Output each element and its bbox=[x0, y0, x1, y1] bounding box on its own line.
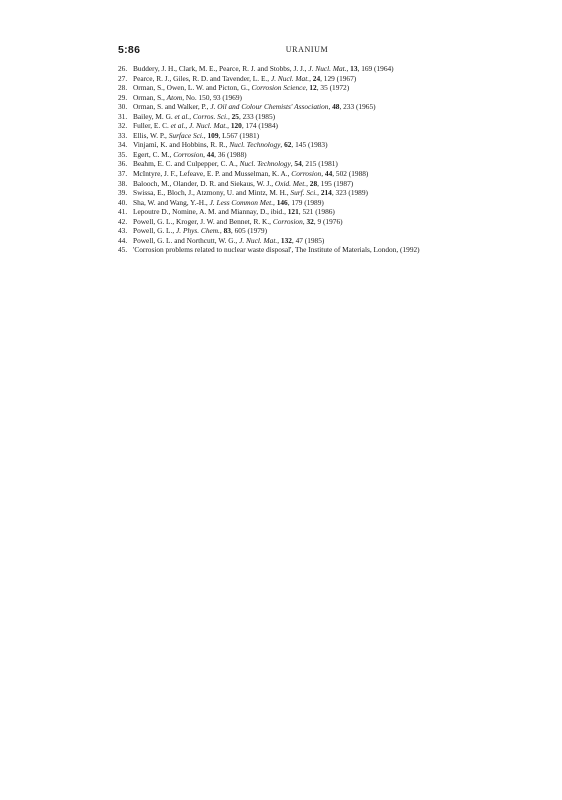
reference-segment: Beahm, E. C. and Culpepper, C. A., bbox=[133, 159, 240, 169]
reference-segment: , 129 (1967) bbox=[320, 73, 357, 83]
reference-volume: 44 bbox=[324, 169, 333, 179]
reference-number: 32. bbox=[118, 121, 128, 131]
reference-segment: , 174 (1984) bbox=[241, 121, 278, 131]
reference-segment: Orman, S. and Walker, P., bbox=[133, 102, 211, 112]
reference-number: 28. bbox=[118, 83, 128, 93]
reference-volume: 62 bbox=[284, 140, 292, 150]
reference-volume: 214 bbox=[320, 188, 332, 198]
reference-journal: Nucl. Technology bbox=[229, 140, 281, 150]
reference-text bbox=[133, 112, 275, 121]
reference-segment: , 145 (1983) bbox=[291, 140, 328, 150]
reference-segment: , 323 (1989) bbox=[331, 188, 368, 198]
reference-text bbox=[133, 93, 242, 102]
reference-journal: Atom bbox=[166, 92, 183, 102]
reference-segment: , bbox=[302, 216, 307, 226]
reference-text bbox=[133, 102, 376, 111]
reference-number: 30. bbox=[118, 102, 128, 112]
reference-item bbox=[118, 188, 498, 198]
reference-number: 27. bbox=[118, 73, 128, 83]
reference-text bbox=[133, 131, 259, 140]
reference-segment: , 36 (1988) bbox=[214, 149, 247, 159]
reference-segment: , 502 (1988) bbox=[332, 169, 369, 179]
reference-item bbox=[118, 150, 498, 160]
reference-segment: , bbox=[305, 83, 310, 93]
reference-number: 42. bbox=[118, 216, 128, 226]
reference-number: 26. bbox=[118, 64, 128, 73]
reference-volume: 121 bbox=[287, 207, 299, 217]
reference-journal: Corrosion bbox=[272, 216, 303, 226]
reference-number: 37. bbox=[118, 169, 128, 179]
reference-segment: , 233 (1965) bbox=[339, 102, 376, 112]
reference-number: 45. bbox=[118, 245, 128, 255]
reference-segment: , 9 (1976) bbox=[313, 216, 343, 226]
reference-item bbox=[118, 102, 498, 112]
reference-volume: 109 bbox=[207, 130, 219, 140]
reference-text bbox=[133, 217, 343, 226]
reference-volume: 48 bbox=[332, 102, 340, 112]
reference-segment: Swissa, E., Bloch, J., Atzmony, U. and Mintz, M. H., bbox=[133, 188, 291, 198]
reference-segment: Lepoutre D., Nomine, A. M. and Miannay, D., ibid., bbox=[133, 207, 288, 217]
reference-segment: , bbox=[277, 235, 281, 245]
reference-segment: , bbox=[203, 149, 207, 159]
reference-item bbox=[118, 93, 498, 103]
reference-journal: Corrosion Science bbox=[251, 83, 306, 93]
reference-journal: J. Phys. Chem. bbox=[176, 226, 220, 236]
reference-text bbox=[133, 198, 324, 207]
reference-number: 31. bbox=[118, 111, 128, 121]
reference-journal: J. Oil and Colour Chemists' Association bbox=[210, 102, 329, 112]
reference-journal: Corros. Sci. bbox=[192, 111, 228, 121]
reference-segment: Orman, S., Owen, L. W. and Picton, G., bbox=[133, 83, 252, 93]
reference-number: 33. bbox=[118, 130, 128, 140]
reference-volume: 83 bbox=[223, 226, 231, 236]
reference-segment: , 195 (1987) bbox=[317, 178, 354, 188]
reference-volume: 13 bbox=[350, 64, 358, 73]
reference-segment: McIntyre, J. F., Lefeave, E. P. and Musselman, K. A., bbox=[133, 169, 292, 179]
reference-segment: , bbox=[306, 178, 310, 188]
running-title: URANIUM bbox=[285, 45, 329, 54]
reference-volume: 32 bbox=[306, 216, 314, 226]
reference-segment: , 35 (1972) bbox=[316, 83, 350, 93]
reference-text bbox=[133, 121, 278, 130]
reference-number: 43. bbox=[118, 226, 128, 236]
reference-text bbox=[133, 64, 394, 73]
reference-segment: , 47 (1985) bbox=[291, 235, 325, 245]
reference-volume: 28 bbox=[309, 178, 318, 188]
reference-item bbox=[118, 131, 498, 141]
reference-segment: , 179 (1989) bbox=[287, 197, 324, 207]
reference-journal: J. Less Common Met. bbox=[209, 197, 274, 207]
reference-volume: 54 bbox=[294, 159, 302, 169]
page-number: 5:86 bbox=[118, 44, 141, 56]
reference-item bbox=[118, 245, 498, 255]
reference-item bbox=[118, 226, 498, 236]
reference-item bbox=[118, 64, 498, 74]
reference-segment: , bbox=[280, 140, 285, 150]
reference-segment: , bbox=[273, 197, 277, 207]
reference-segment: Powell, G. L., Kroger, J. W. and Bennet, R. K., bbox=[133, 216, 273, 226]
reference-text bbox=[133, 245, 420, 254]
reference-segment: , L567 (1981) bbox=[218, 130, 260, 140]
reference-journal: Corrosion bbox=[291, 169, 322, 179]
reference-journal: et al. bbox=[174, 111, 190, 121]
reference-text bbox=[133, 169, 368, 178]
reference-text bbox=[133, 159, 338, 168]
reference-segment: Balooch, M., Olander, D. R. and Siekaus, W. J., bbox=[133, 178, 275, 188]
reference-item bbox=[118, 236, 498, 246]
reference-segment: , 215 (1981) bbox=[301, 159, 338, 169]
reference-segment: Sha, W. and Wang, Y.-H., bbox=[133, 197, 210, 207]
reference-volume: 24 bbox=[312, 73, 321, 83]
reference-item bbox=[118, 207, 498, 217]
reference-segment: 'Corrosion problems related to nuclear waste disposal', The Institute of Materials, London, (1992) bbox=[133, 245, 420, 255]
reference-journal: Corrosion bbox=[173, 149, 204, 159]
reference-item bbox=[118, 121, 498, 131]
reference-text bbox=[133, 150, 247, 159]
reference-journal: J. Nucl. Mat. bbox=[270, 73, 310, 83]
reference-segment: , bbox=[185, 121, 190, 131]
reference-journal: Nucl. Technology bbox=[239, 159, 291, 169]
reference-journal: Oxid. Met. bbox=[274, 178, 307, 188]
reference-segment: , 521 (1986) bbox=[298, 207, 335, 217]
reference-journal: J. Nucl. Mat. bbox=[308, 64, 347, 73]
reference-text bbox=[133, 179, 353, 188]
reference-segment: , bbox=[227, 111, 232, 121]
reference-text bbox=[133, 226, 267, 235]
reference-journal: J. Nucl. Mat. bbox=[189, 121, 228, 131]
reference-item bbox=[118, 198, 498, 208]
reference-segment: Buddery, J. H., Clark, M. E., Pearce, R. J. and Stobbs, J. J., bbox=[133, 64, 309, 73]
reference-text bbox=[133, 83, 349, 92]
reference-item bbox=[118, 159, 498, 169]
reference-number: 36. bbox=[118, 159, 128, 169]
reference-item bbox=[118, 112, 498, 122]
reference-segment: , bbox=[290, 159, 295, 169]
reference-segment: , bbox=[317, 188, 321, 198]
reference-segment: Powell, G. L., bbox=[133, 226, 177, 236]
reference-text bbox=[133, 74, 356, 83]
reference-item bbox=[118, 169, 498, 179]
reference-segment: , No. 150, 93 (1969) bbox=[182, 92, 242, 102]
reference-text bbox=[133, 207, 335, 216]
reference-segment: Bailey, M. G. bbox=[133, 111, 175, 121]
reference-number: 29. bbox=[118, 92, 128, 102]
reference-volume: 132 bbox=[280, 235, 292, 245]
reference-journal: Surface Sci. bbox=[168, 130, 204, 140]
reference-text bbox=[133, 140, 328, 149]
reference-segment: Vinjamì, K. and Hobbins, R. R., bbox=[133, 140, 230, 150]
reference-number: 35. bbox=[118, 149, 128, 159]
reference-volume: 120 bbox=[230, 121, 242, 131]
reference-segment: , bbox=[203, 130, 208, 140]
reference-volume: 44 bbox=[206, 149, 215, 159]
reference-journal: J. Nucl. Mat. bbox=[239, 235, 278, 245]
reference-segment: , 169 (1964) bbox=[357, 64, 394, 73]
reference-item bbox=[118, 140, 498, 150]
reference-segment: , 605 (1979) bbox=[230, 226, 268, 236]
reference-number: 39. bbox=[118, 188, 128, 198]
reference-text bbox=[133, 236, 324, 245]
reference-volume: 12 bbox=[309, 83, 317, 93]
reference-segment: Orman, S., bbox=[133, 92, 167, 102]
reference-segment: , bbox=[227, 121, 231, 131]
reference-text bbox=[133, 188, 368, 197]
reference-number: 38. bbox=[118, 178, 128, 188]
reference-number: 40. bbox=[118, 197, 128, 207]
reference-segment: , bbox=[346, 64, 351, 73]
reference-segment: Ellis, W. P., bbox=[133, 130, 169, 140]
reference-number: 44. bbox=[118, 235, 128, 245]
reference-volume: 146 bbox=[276, 197, 288, 207]
reference-number: 34. bbox=[118, 140, 128, 150]
reference-segment: , bbox=[309, 73, 313, 83]
reference-segment: , bbox=[219, 226, 224, 236]
reference-journal: Surf. Sci. bbox=[290, 188, 318, 198]
reference-item bbox=[118, 83, 498, 93]
page-header bbox=[118, 44, 496, 58]
reference-segment: , bbox=[328, 102, 333, 112]
reference-segment: Powell, G. L. and Northcutt, W. G., bbox=[133, 235, 240, 245]
reference-volume: 25 bbox=[231, 111, 239, 121]
reference-list bbox=[118, 64, 498, 255]
reference-item bbox=[118, 217, 498, 227]
reference-segment: Fuller, E. C. bbox=[133, 121, 171, 131]
reference-item bbox=[118, 74, 498, 84]
reference-segment: , 233 (1985) bbox=[238, 111, 276, 121]
reference-number: 41. bbox=[118, 207, 128, 217]
reference-segment: Pearce, R. J., Giles, R. D. and Tavender, L. E., bbox=[133, 73, 271, 83]
reference-segment: Egert, C. M., bbox=[133, 149, 174, 159]
reference-journal: et al. bbox=[170, 121, 186, 131]
reference-segment: , bbox=[189, 111, 193, 121]
reference-item bbox=[118, 179, 498, 189]
reference-segment: , bbox=[321, 169, 325, 179]
